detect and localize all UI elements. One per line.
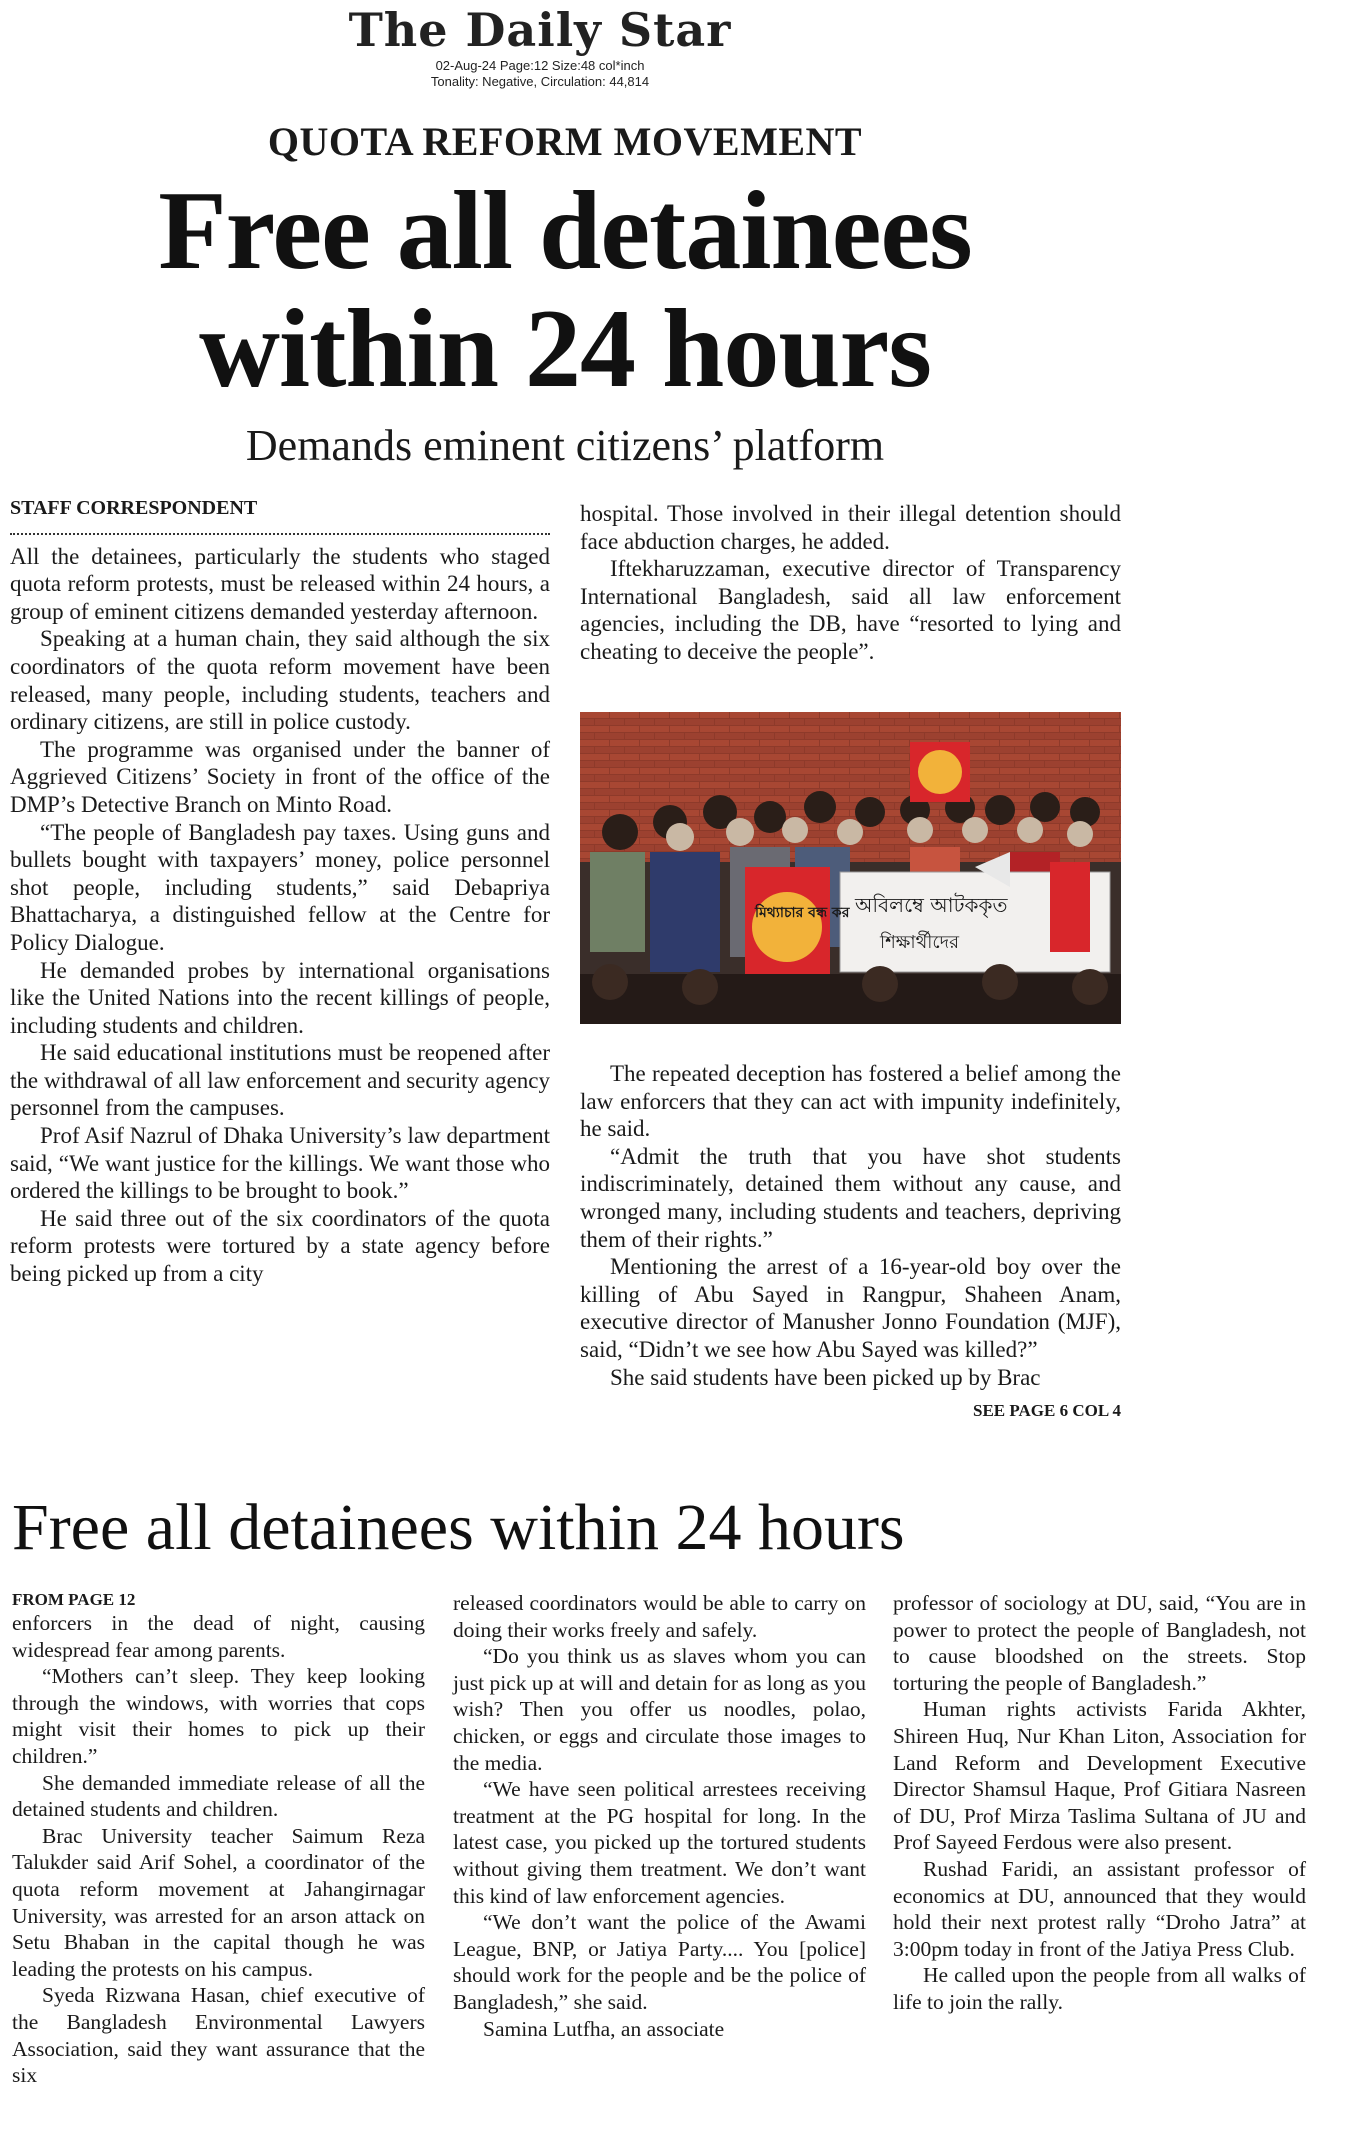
paragraph: hospital. Those involved in their illegal detention should face abduction charges, he added. bbox=[580, 501, 1121, 554]
jump-column-2 bbox=[453, 1590, 866, 2042]
newspaper-logo: The Daily Star bbox=[348, 3, 732, 57]
paragraph: “We have seen political arrestees receiving treatment at the PG hospital for long. In the latest case, you picked up the tortured students without giving them treatment. We don’t want this kind of law enforcement agencies. bbox=[453, 1777, 866, 1908]
paragraph: enforcers in the dead of night, causing widespread fear among parents. bbox=[12, 1611, 425, 1662]
paragraph: Human rights activists Farida Akhter, Shireen Huq, Nur Khan Liton, Association for Land Reform and Development Executive Director Shamsul Haque, Prof Gitiara Nasreen of DU, Prof Mirza Taslima Sultana of JU and Prof Sayeed Ferdous were also present. bbox=[893, 1697, 1306, 1855]
protest-photo-illustration bbox=[580, 712, 1121, 1024]
article-headline: Free all detainees within 24 hours bbox=[158, 169, 972, 411]
paragraph: Samina Lutfha, an associate bbox=[483, 2016, 725, 2041]
paragraph: “The people of Bangladesh pay taxes. Using guns and bullets bought with taxpayers’ money, police personnel shot people, including students,” said Debapriya Bhattacharya, a distinguished fellow at the Centre for Policy Dialogue. bbox=[10, 819, 550, 955]
masthead bbox=[0, 0, 1080, 90]
protest-photo bbox=[580, 712, 1121, 1024]
clipping-meta-line1: 02-Aug-24 Page:12 Size:48 col*inch bbox=[435, 58, 645, 73]
article-column-1 bbox=[10, 495, 550, 1288]
paragraph: Brac University teacher Saimum Reza Talukder said Arif Sohel, a coordinator of the quota reform movement at Jahangirnagar University, was arrested for an arson attack on Setu Bhaban in the capital though he was leading the protests on his campus. bbox=[12, 1823, 425, 1981]
paragraph: The programme was organised under the banner of Aggrieved Citizens’ Society in front of the office of the DMP’s Detective Branch on Minto Road. bbox=[10, 736, 550, 817]
paragraph: The repeated deception has fostered a belief among the law enforcers that they can act with impunity indefinitely, he said. bbox=[580, 1061, 1121, 1142]
paragraph: He demanded probes by international organisations like the United Nations into the recent killings of people, including students and children. bbox=[10, 957, 550, 1038]
banner-text: অবিলম্বে আটককৃত bbox=[855, 893, 1008, 917]
paragraph: He said educational institutions must be reopened after the withdrawal of all law enforcement and security agency personnel from the campuses. bbox=[10, 1040, 550, 1121]
paragraph: She said students have been picked up by Brac bbox=[610, 1364, 1041, 1390]
paragraph: Syeda Rizwana Hasan, chief executive of the Bangladesh Environmental Lawyers Association, said they want assurance that the six bbox=[12, 1983, 425, 2088]
paragraph: Iftekharuzzaman, executive director of Transparency International Bangladesh, said all law enforcement agencies, including the DB, have “resorted to lying and cheating to deceive the people”. bbox=[580, 556, 1121, 664]
paragraph: “Mothers can’t sleep. They keep looking through the windows, with worries that cops might visit their homes to pick up their children.” bbox=[12, 1664, 425, 1768]
from-page-label: FROM PAGE 12 bbox=[12, 1590, 136, 1609]
paragraph: She demanded immediate release of all the detained students and children. bbox=[12, 1770, 425, 1822]
paragraph: “We don’t want the police of the Awami League, BNP, or Jatiya Party.... You [police] should work for the people and be the police of Bangladesh,” she said. bbox=[453, 1910, 866, 2014]
article-kicker: QUOTA REFORM MOVEMENT bbox=[267, 119, 863, 164]
paragraph: All the detainees, particularly the students who staged quota reform protests, must be released within 24 hours, a group of eminent citizens demanded yesterday afternoon. bbox=[10, 543, 550, 624]
jump-column-3 bbox=[893, 1590, 1306, 2016]
article-subhead: Demands eminent citizens’ platform bbox=[245, 421, 885, 470]
byline: STAFF CORRESPONDENT bbox=[10, 495, 550, 535]
article-column-2-bottom bbox=[580, 1060, 1121, 1425]
jump-headline: Free all detainees within 24 hours bbox=[12, 1491, 905, 1564]
paragraph: professor of sociology at DU, said, “You are in power to protect the people of Bangladesh, not to cause bloodshed on the streets. Stop torturing the people of Bangladesh.” bbox=[893, 1591, 1306, 1695]
paragraph: Rushad Faridi, an assistant professor of economics at DU, announced that they would hold their next protest rally “Droho Jatra” at 3:00pm today in front of the Jatiya Press Club. bbox=[893, 1856, 1306, 1961]
paragraph: Mentioning the arrest of a 16-year-old boy over the killing of Abu Sayed in Rangpur, Shaheen Anam, executive director of Manusher Jonno Foundation (MJF), said, “Didn’t we see how Abu Sayed was killed?” bbox=[580, 1254, 1121, 1362]
placard-text: মিথ্যাচার বন্ধ কর bbox=[755, 905, 850, 921]
continuation-note: SEE PAGE 6 COL 4 bbox=[973, 1401, 1121, 1421]
article-column-2-top bbox=[580, 500, 1121, 666]
paragraph: Speaking at a human chain, they said although the six coordinators of the quota reform movement have been released, many people, including students, teachers and ordinary citizens, are still in police custody. bbox=[10, 626, 550, 735]
clipping-meta-line2: Tonality: Negative, Circulation: 44,814 bbox=[430, 74, 650, 89]
paragraph: released coordinators would be able to carry on doing their works freely and safely. bbox=[453, 1591, 866, 1642]
paragraph: “Admit the truth that you have shot students indiscriminately, detained them without any cause, and wronged many, including students and teachers, depriving them of their rights.” bbox=[580, 1143, 1121, 1252]
paragraph: He said three out of the six coordinators of the quota reform protests were tortured by a state agency before being picked up from a city bbox=[10, 1205, 550, 1287]
paragraph: He called upon the people from all walks of life to join the rally. bbox=[893, 1963, 1306, 2014]
paragraph: “Do you think us as slaves whom you can just pick up at will and detain for as long as you wish? Then you offer us noodles, polao, chicken, or eggs and circulate those images to the media. bbox=[453, 1644, 866, 1775]
jump-column-1 bbox=[12, 1590, 425, 2089]
paragraph: Prof Asif Nazrul of Dhaka University’s law department said, “We want justice for the killings. We want those who ordered the killings to be brought to book.” bbox=[10, 1123, 550, 1204]
banner-text-2: শিক্ষার্থীদের bbox=[880, 932, 959, 953]
